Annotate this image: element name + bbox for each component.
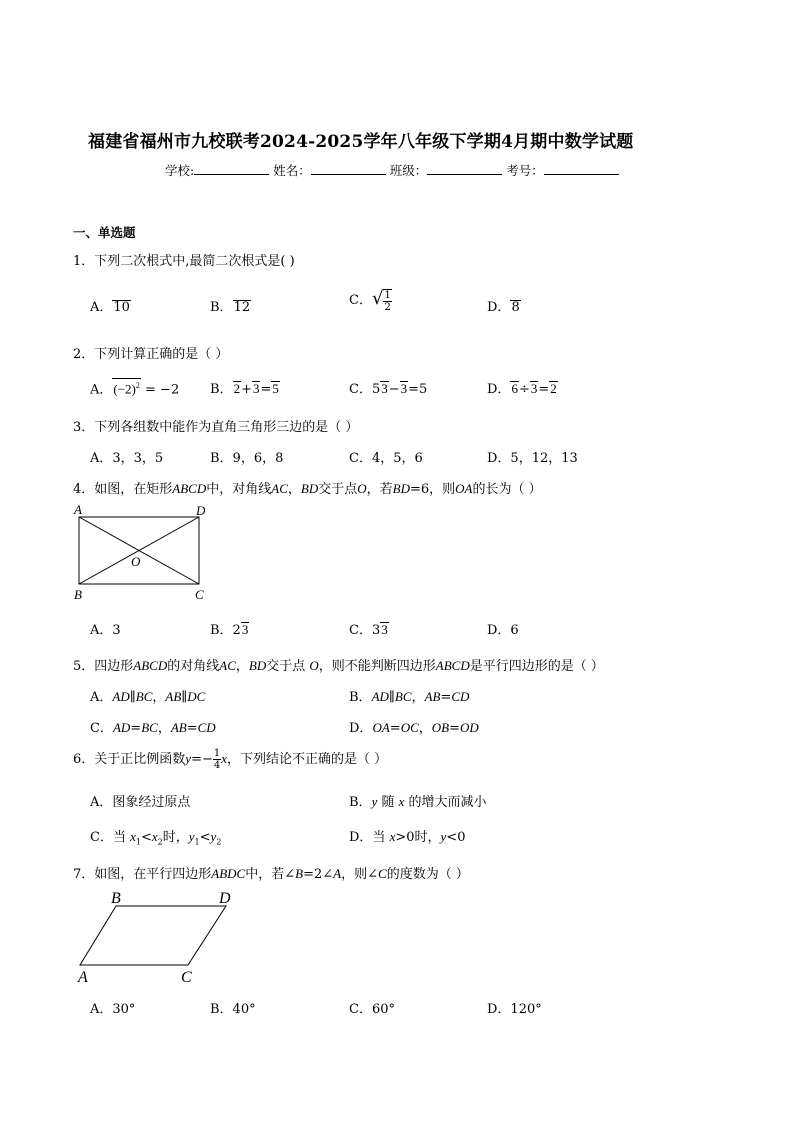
rectangle-figure	[70, 502, 220, 602]
label-d: D	[196, 503, 206, 518]
question-1-option-b[interactable]: B．12	[210, 300, 251, 315]
question-4-option-c[interactable]: C．33	[349, 622, 388, 638]
question-4-option-d[interactable]: D．6	[487, 623, 519, 638]
page-title: 福建省福州市九校联考2024-2025学年八年级下学期4月期中数学试题	[88, 132, 634, 152]
question-7-option-a[interactable]: A．30°	[90, 1002, 136, 1017]
class-blank[interactable]	[427, 161, 502, 175]
question-2-stem: 2．下列计算正确的是（ ）	[73, 347, 229, 362]
label-o: O	[131, 554, 141, 569]
question-3-option-b[interactable]: B．9，6，8	[210, 451, 284, 466]
label-b: B	[74, 587, 82, 602]
question-7-option-b[interactable]: B．40°	[210, 1002, 256, 1017]
question-6-stem: 6．关于正比例函数y=− $\frac{1}{4}$ x，下列结论不正确的是（ ）	[73, 748, 388, 771]
name-label: 姓名：	[273, 163, 311, 178]
question-7-option-d[interactable]: D．120°	[487, 1002, 542, 1017]
question-1-option-d[interactable]: D．8	[487, 300, 520, 315]
student-info-row	[165, 161, 619, 179]
question-3-stem: 3．下列各组数中能作为直角三角形三边的是（ ）	[73, 420, 359, 435]
question-6-option-a[interactable]: A．图象经过原点	[90, 795, 191, 810]
label-b: B	[111, 890, 121, 907]
question-3-option-c[interactable]: C．4，5，6	[349, 451, 423, 466]
question-1-option-c[interactable]: C．√ $\frac{1}{2}$	[349, 288, 391, 313]
label-a: A	[78, 969, 88, 986]
question-5-stem: 5．四边形ABCD的对角线AC，BD交于点 O，则不能判断四边形ABCD是平行四边形的是（ ）	[73, 658, 604, 674]
label-c: C	[195, 587, 204, 602]
question-7-stem: 7．如图，在平行四边形ABDC中，若∠B=2∠A，则∠C的度数为（ ）	[73, 866, 469, 882]
question-2-option-a[interactable]: A．$(-2)^2 = -2$	[90, 378, 179, 397]
question-5-option-c[interactable]: C．AD=BC，AB=CD	[90, 720, 216, 736]
question-3-option-a[interactable]: A．3，3，5	[90, 451, 164, 466]
number-blank[interactable]	[544, 161, 619, 175]
question-4-option-b[interactable]: B．23	[210, 622, 249, 638]
school-blank[interactable]	[194, 161, 269, 175]
question-5-option-b[interactable]: B．AD∥BC，AB=CD	[349, 689, 470, 705]
question-6-option-b[interactable]: B．y 随 x 的增大而减小	[349, 794, 487, 810]
question-1-option-a[interactable]: A．10	[90, 300, 130, 315]
question-3-option-d[interactable]: D．5，12，13	[487, 451, 578, 466]
question-7-option-c[interactable]: C．60°	[349, 1002, 395, 1017]
question-1-stem: 1．下列二次根式中,最简二次根式是( )	[73, 254, 295, 269]
question-5-option-d[interactable]: D．OA=OC，OB=OD	[349, 720, 479, 736]
question-4-option-a[interactable]: A．3	[90, 623, 121, 638]
name-blank[interactable]	[311, 161, 386, 175]
label-a: A	[74, 502, 82, 517]
question-2-option-b[interactable]: B．2+3=5	[210, 381, 279, 397]
question-2-option-c[interactable]: C．53−3=5	[349, 381, 428, 397]
parallelogram-abdc	[80, 906, 226, 965]
school-label: 学校:	[165, 163, 195, 178]
label-c: C	[181, 969, 192, 986]
label-d: D	[219, 890, 231, 907]
number-label: 考号：	[506, 163, 544, 178]
question-2-option-d[interactable]: D．6÷3=2	[487, 381, 557, 397]
parallelogram-figure	[70, 887, 240, 987]
question-5-option-a[interactable]: A．AD∥BC，AB∥DC	[90, 689, 206, 705]
class-label: 班级：	[389, 163, 428, 178]
question-4-stem: 4．如图，在矩形ABCD中，对角线AC，BD交于点O，若BD=6，则OA的长为（ ）	[73, 481, 542, 497]
question-6-option-c[interactable]: C．当 $x_1<x_2$时，$y_1<y_2$	[90, 829, 222, 847]
section-heading: 一、单选题	[73, 225, 136, 240]
question-6-option-d[interactable]: D．当 x>0时，y<0	[349, 829, 466, 845]
